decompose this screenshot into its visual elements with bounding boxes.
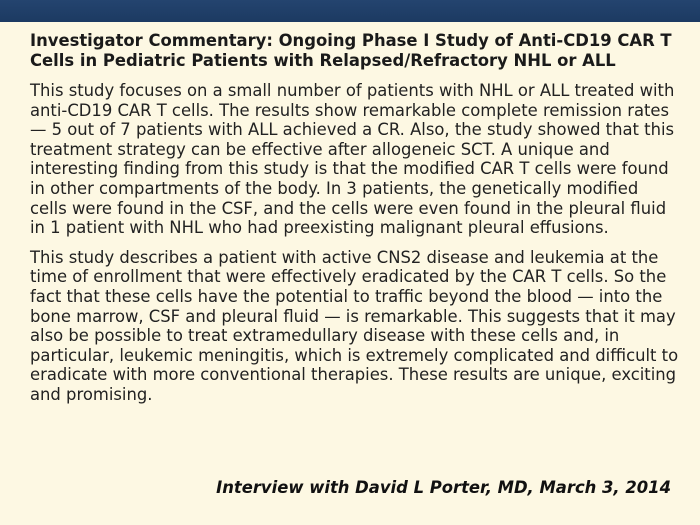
commentary-paragraph-2: This study describes a patient with active CNS2 disease and leukemia at the time of enrollment that were effectively eradicated by the CAR T cells. So the fact that these cells have the potential to traffic beyond the blood — into the bone marrow, CSF and pleural fluid — is remarkable. This suggests that it may also be possible to treat extramedullary disease with these cells and, in particular, leukemic meningitis, which is extremely complicated and difficult to eradicate with more conventional therapies. These results are unique, exciting and promising. (30, 247, 679, 404)
commentary-paragraph-1: This study focuses on a small number of patients with NHL or ALL treated with anti-CD19 CAR T cells. The results show remarkable complete remission rates — 5 out of 7 patients with ALL achieved a CR. Also, the study showed that this treatment strategy can be effective after allogeneic SCT. A unique and interesting finding from this study is that the modified CAR T cells were found in other compartments of the body. In 3 patients, the genetically modified cells were found in the CSF, and the cells were even found in the pleural fluid in 1 patient with NHL who had preexisting malignant pleural effusions. (30, 81, 675, 238)
header-bar (0, 0, 700, 22)
interview-attribution: Interview with David L Porter, MD, March 3, 2014 (216, 478, 671, 497)
slide-content (30, 31, 680, 405)
slide-title: Investigator Commentary: Ongoing Phase I Study of Anti-CD19 CAR T Cells in Pediatric Patients with Relapsed/Refractory NHL or ALL (30, 31, 672, 70)
